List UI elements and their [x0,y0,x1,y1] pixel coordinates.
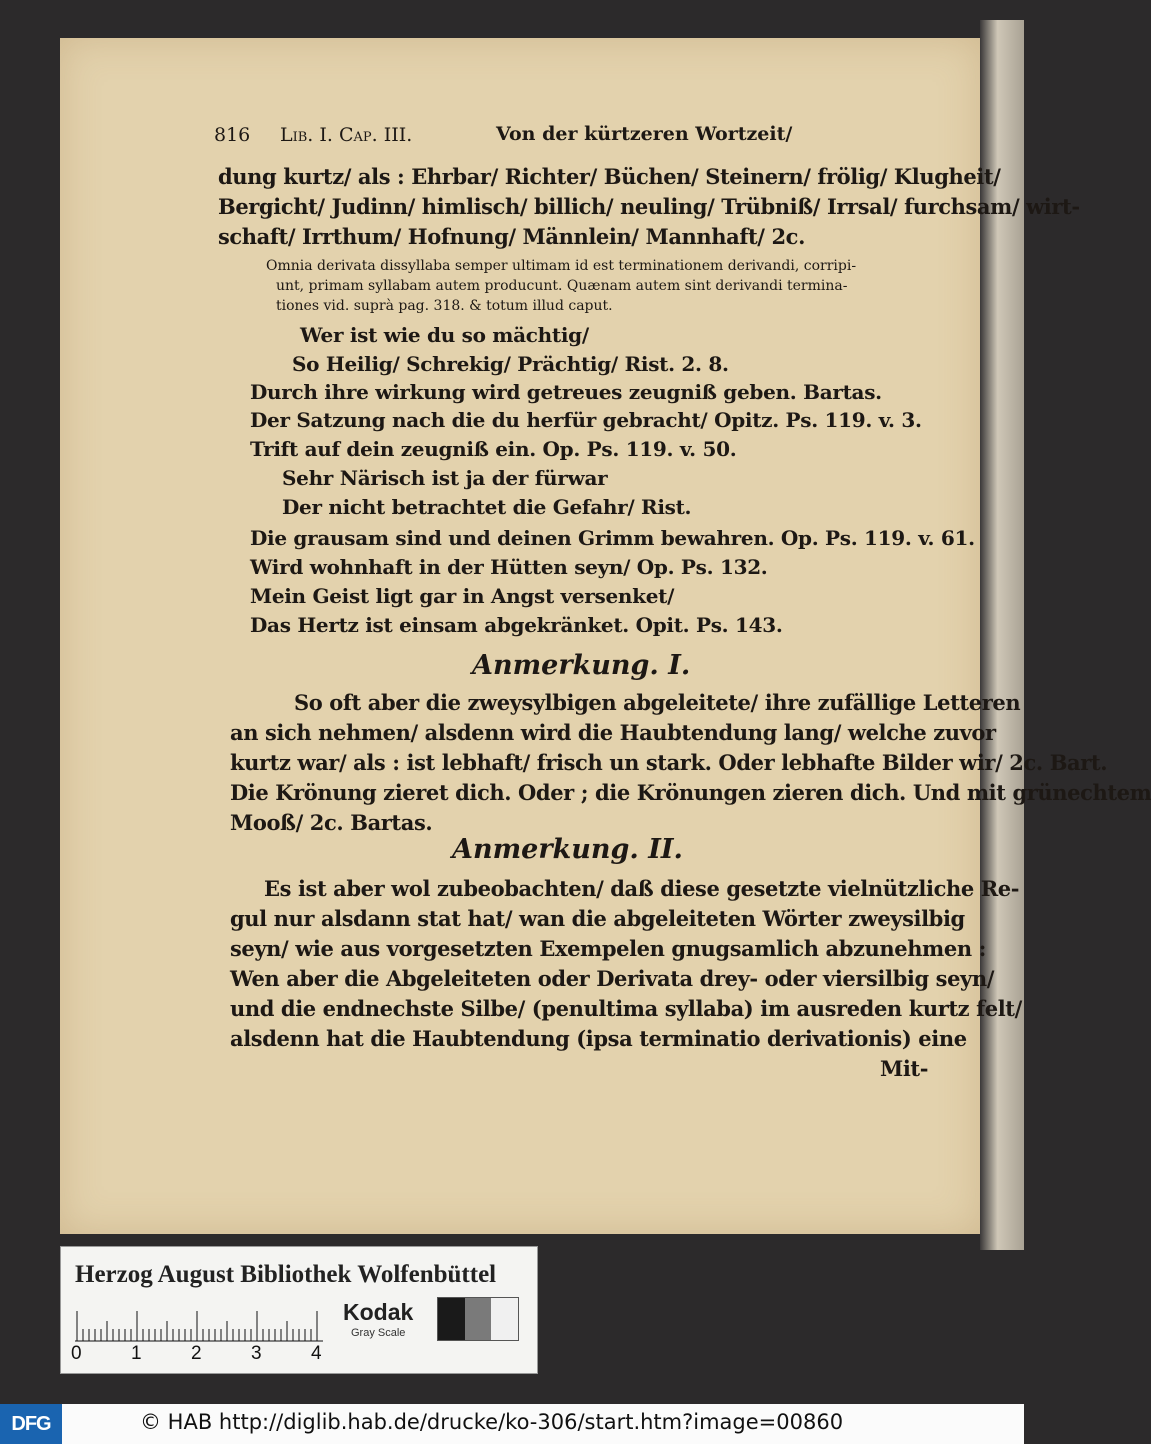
kodak-brand: Kodak [343,1299,414,1325]
verse-line: Sehr Närisch ist ja der fürwar [282,466,608,490]
verse-line: Trift auf dein zeugniß ein. Op. Ps. 119. v. 50. [250,437,737,461]
verse-line: Die grausam sind und deinen Grimm bewahren. Op. Ps. 119. v. 61. [250,526,975,550]
text-line: Die Krönung zieret dich. Oder ; die Krönungen zieren dich. Und mit grünechtem [230,780,1151,805]
book-chapter: Lib. I. Cap. III. [280,124,413,146]
latin-note-line: unt, primam syllabam autem producunt. Quænam autem sint derivandi termina- [276,278,848,294]
text-line: schaft/ Irrthum/ Hofnung/ Männlein/ Mannhaft/ 2c. [218,224,805,249]
verse-line: Wer ist wie du so mächtig/ [300,323,589,347]
text-line: Mooß/ 2c. Bartas. [230,810,433,835]
section-title: Anmerkung. II. [452,834,683,865]
verse-line: Durch ihre wirkung wird getreues zeugniß geben. Bartas. [250,380,882,404]
text-line: dung kurtz/ als : Ehrbar/ Richter/ Büchen/ Steinern/ frölig/ Klugheit/ [218,164,1001,189]
verse-line: Der Satzung nach die du herfür gebracht/ Opitz. Ps. 119. v. 3. [250,408,922,432]
page-number: 816 [214,124,251,146]
running-title: Von der kürtzeren Wortzeit/ [496,123,793,145]
text-line: Wen aber die Abgeleiteten oder Derivata drey- oder viersilbig seyn/ [230,966,995,991]
ruler-number: 3 [251,1343,262,1364]
gray-scale-label: Gray Scale [351,1327,406,1339]
ruler-number: 1 [131,1343,142,1364]
text-line: Bergicht/ Judinn/ himlisch/ billich/ neuling/ Trübniß/ Irrsal/ furchsam/ wirt- [218,194,1080,219]
text-line: an sich nehmen/ alsdenn wird die Haubtendung lang/ welche zuvor [230,720,996,745]
verse-line: Der nicht betrachtet die Gefahr/ Rist. [282,495,692,519]
text-line: gul nur alsdann stat hat/ wan die abgeleiteten Wörter zweysilbig [230,906,965,931]
ruler-number: 2 [191,1343,202,1364]
ruler-number: 4 [311,1343,322,1364]
dfg-logo: DFG [0,1404,62,1444]
latin-note-line: Omnia derivata dissyllaba semper ultimam id est terminationem derivandi, corripi- [266,258,857,274]
latin-note-line: tiones vid. suprà pag. 318. & totum illud caput. [276,298,613,314]
section-title: Anmerkung. I. [472,650,691,681]
book-page [60,38,1151,1234]
verse-line: Wird wohnhaft in der Hütten seyn/ Op. Ps. 132. [250,555,768,579]
ruler-number: 0 [71,1343,82,1364]
catchword: Mit- [880,1056,929,1081]
text-line: So oft aber die zweysylbigen abgeleitete/ ihre zufällige Letteren [294,690,1021,715]
text-line: und die endnechste Silbe/ (penultima syllaba) im ausreden kurtz felt/ [230,996,1022,1021]
verse-line: Mein Geist ligt gar in Angst versenket/ [250,584,675,608]
text-line: alsdenn hat die Haubtendung (ipsa terminatio derivationis) eine [230,1026,967,1051]
footer-bar [0,1404,1024,1444]
text-line: Es ist aber wol zubeobachten/ daß diese gesetzte vielnützliche Re- [264,876,1020,901]
text-line: kurtz war/ als : ist lebhaft/ frisch un stark. Oder lebhafte Bilder wir/ 2c. Bart. [230,750,1108,775]
verse-line: Das Hertz ist einsam abgekränket. Opit. Ps. 143. [250,613,783,637]
library-label-card [60,1246,538,1374]
ruler-scale [75,1303,325,1343]
text-line: seyn/ wie aus vorgesetzten Exempelen gnugsamlich abzunehmen : [230,936,986,961]
gray-scale-swatch [437,1297,519,1341]
copyright-link[interactable]: © HAB http://diglib.hab.de/drucke/ko-306/start.htm?image=00860 [140,1410,844,1434]
verse-line: So Heilig/ Schrekig/ Prächtig/ Rist. 2. 8. [292,352,729,376]
library-name: Herzog August Bibliothek Wolfenbüttel [75,1261,497,1288]
